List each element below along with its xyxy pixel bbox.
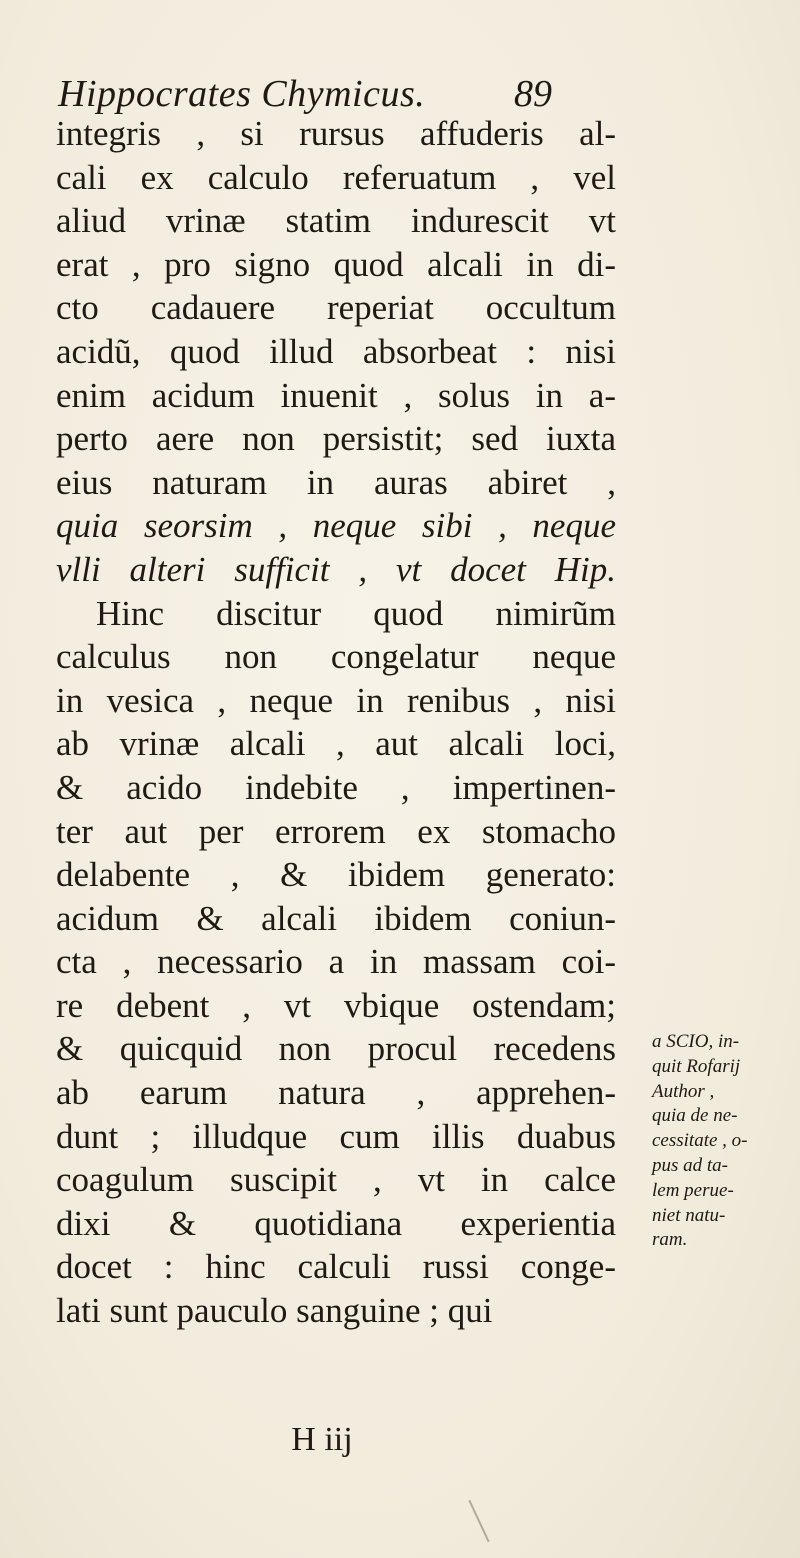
text-line: coagulum suscipit , vt in calce xyxy=(56,1160,616,1200)
text-line: docet : hinc calculi russi conge- xyxy=(56,1247,616,1287)
text-line: calculus non congelatur neque xyxy=(56,637,616,677)
text-line: aliud vrinæ statim indurescit vt xyxy=(56,201,616,241)
text-line: dunt ; illudque cum illis duabus xyxy=(56,1116,616,1156)
text-line: cta , necessario a in massam coi- xyxy=(56,942,616,982)
text-line: perto aere non persistit; sed iuxta xyxy=(56,419,616,459)
text-line: acidum & alcali ibidem coniun- xyxy=(56,898,616,938)
text-line: re debent , vt vbique ostendam; xyxy=(56,985,616,1025)
margin-note-line: a SCIO, in- xyxy=(652,1031,740,1052)
margin-note-line: ram. xyxy=(652,1229,688,1251)
text-line: cto cadauere reperiat occultum xyxy=(56,288,616,328)
text-line: ab earum natura , apprehen- xyxy=(56,1073,616,1113)
text-line: erat , pro signo quod alcali in di- xyxy=(56,244,616,284)
text-line-italic: vlli alteri sufficit , vt docet Hip. xyxy=(56,549,616,589)
margin-note-line: niet natu- xyxy=(652,1204,726,1226)
margin-note xyxy=(652,1030,772,1253)
text-line: & quicquid non procul recedens xyxy=(56,1029,616,1069)
signature-mark: H iij xyxy=(291,1421,353,1458)
text-line: acidũ, quod illud absorbeat : nisi xyxy=(56,331,616,371)
page-number: 89 xyxy=(514,73,552,115)
margin-note-line: pus ad ta- xyxy=(652,1154,728,1176)
text-line-italic: quia seorsim , neque sibi , neque xyxy=(56,506,616,546)
margin-note-line: quit Rofarij xyxy=(652,1055,741,1077)
margin-note-line: cessitate , o- xyxy=(652,1130,748,1152)
text-line: integris , si rursus affuderis al- xyxy=(56,114,616,153)
text-line: lati sunt pauculo sanguine ; qui xyxy=(56,1291,493,1331)
text-line: & acido indebite , impertinen- xyxy=(56,767,616,807)
running-head-title: Hippocrates Chymicus. xyxy=(58,73,426,115)
text-line: in vesica , neque in renibus , nisi xyxy=(56,680,616,720)
text-line: ter aut per errorem ex stomacho xyxy=(56,811,616,851)
margin-note-line: quia de ne- xyxy=(652,1105,738,1127)
margin-note-line: lem perue- xyxy=(652,1179,734,1201)
text-line: ab vrinæ alcali , aut alcali loci, xyxy=(56,724,616,764)
text-line: delabente , & ibidem generato: xyxy=(56,855,616,895)
margin-note-line: Author , xyxy=(652,1080,715,1102)
text-line-paragraph-start: Hinc discitur quod nimirũm xyxy=(96,593,616,633)
text-line: dixi & quotidiana experientia xyxy=(56,1203,616,1243)
body-text xyxy=(56,112,616,1333)
text-line: enim acidum inuenit , solus in a- xyxy=(56,375,616,415)
text-line: eius naturam in auras abiret , xyxy=(56,462,616,502)
paper-crease xyxy=(468,1500,489,1543)
text-line: cali ex calculo referuatum , vel xyxy=(56,157,616,197)
